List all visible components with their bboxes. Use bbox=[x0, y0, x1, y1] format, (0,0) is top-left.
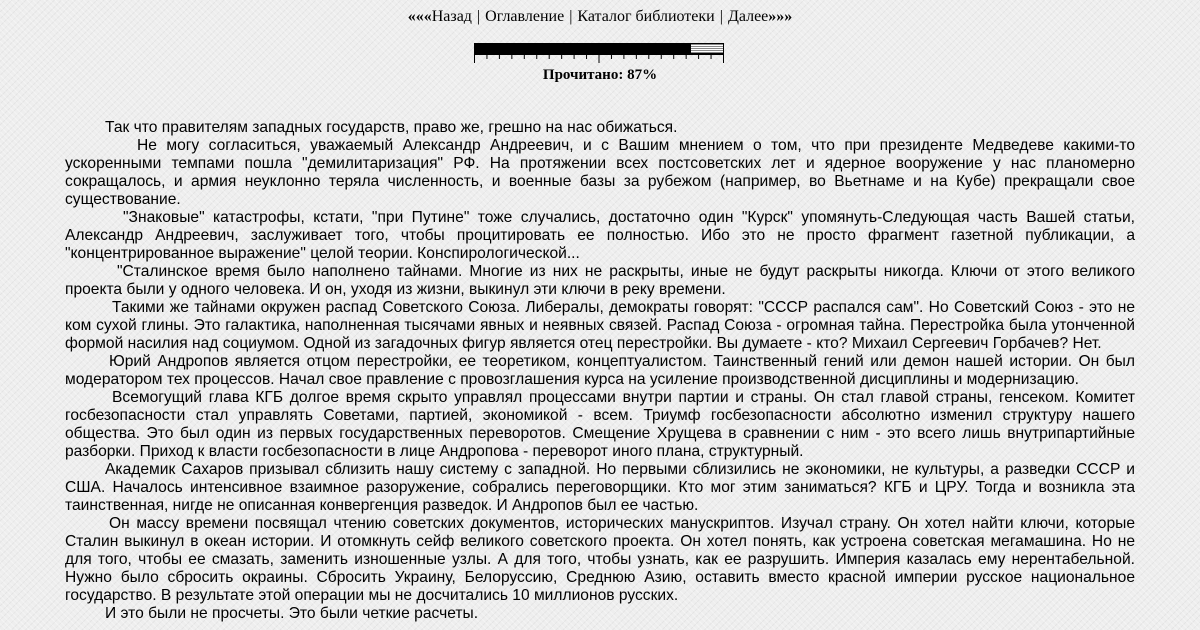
contents-link[interactable]: Оглавление bbox=[485, 8, 565, 25]
navigation-bar bbox=[0, 7, 1200, 27]
catalog-link[interactable]: Каталог библиотеки bbox=[577, 8, 715, 25]
nav-separator: | bbox=[719, 8, 723, 25]
paragraph: Юрий Андропов является отцом перестройки, ее теоретиком, концептуалистом. Таинственный гений или демон нашей истории. Он был модератором тех процессов. Начал свое правление с провозглашения курса на усиление производственной дисциплины и модернизацию. bbox=[65, 353, 1135, 388]
paragraph: Так что правителям западных государств, право же, грешно на нас обижаться. bbox=[105, 119, 678, 136]
paragraph: Академик Сахаров призывал сблизить нашу систему с западной. Но первыми сблизились не экономики, не культуры, а разведки СССР и США. Началось интенсивное взаимное разоружение, собрались переговорщики. Кто мог этим заниматься? КГБ и ЦРУ. Тогда и возникла эта таинственная, нигде не описанная конвергенция разведок. И Андропов был ее частью. bbox=[65, 461, 1135, 514]
paragraph: И это были не просчеты. Это были четкие расчеты. bbox=[105, 605, 479, 622]
open-quotes: ««« bbox=[407, 8, 432, 25]
back-link[interactable]: Назад bbox=[431, 8, 472, 25]
progress-remaining bbox=[691, 44, 723, 53]
paragraph: "Знаковые" катастрофы, кстати, "при Путине" тоже случались, достаточно один "Курск" упомянуть-Следующая часть Вашей статьи, Александр Андреевич, заслуживает того, чтобы процитировать ее полностью. Ибо это не просто фрагмент газетной публикации, а "концентрированное выражение" целой теории. Конспирологической... bbox=[65, 209, 1135, 262]
reading-progress-bar bbox=[474, 43, 724, 54]
paragraph: Такими же тайнами окружен распад Советского Союза. Либералы, демократы говорят: "СССР распался сам". Но Советский Союз - это не ком сухой глины. Это галактика, наполненная тысячами явных и неявных связей. Распад Союза - огромная тайна. Перестройка была утонченной формой насилия над социумом. Одной из загадочных фигур является отец перестройки. Вы думаете - кто? Михаил Сергеевич Горбачев? Нет. bbox=[65, 299, 1135, 352]
paragraph: Всемогущий глава КГБ долгое время скрыто управлял процессами внутри партии и страны. Он стал главой страны, генсеком. Комитет госбезопасности стал управлять Советами, партией, экономикой - всем. Триумф госбезопасности абсолютно изменил структуру нашего общества. Это был один из первых государственных переворотов. Смещение Хрущева в сравнении с ним - это всего лишь внутрипартийные разборки. Приход к власти госбезопасности в лице Андропова - переворот иного плана, структурный. bbox=[65, 389, 1135, 460]
progress-ruler bbox=[474, 54, 724, 63]
paragraph: Не могу согласиться, уважаемый Александр Андреевич, и с Вашим мнением о том, что при президенте Медведеве какими-то ускоренными темпами пошла "демилитаризация" РФ. На протяжении всех постсоветских лет и ядерное вооружение у нас планомерно сокращалось, и армия неуклонно теряла численность, и военные базы за рубежом (например, во Вьетнаме и на Кубе) прекращали свое существование. bbox=[65, 137, 1135, 208]
next-link[interactable]: Далее bbox=[727, 8, 769, 25]
paragraph: "Сталинское время было наполнено тайнами. Многие из них не раскрыты, иные не будут раскрыты никогда. Ключи от этого великого проекта были у одного человека. И он, уходя из жизни, выкинул эти ключи в реку времени. bbox=[65, 263, 1135, 298]
close-quotes: »»» bbox=[768, 8, 793, 25]
progress-label: Прочитано: 87% bbox=[542, 67, 658, 83]
progress-fill bbox=[475, 44, 691, 53]
nav-separator: | bbox=[569, 8, 573, 25]
nav-separator: | bbox=[476, 8, 481, 25]
article-text bbox=[65, 119, 1135, 623]
paragraph: Он массу времени посвящал чтению советских документов, исторических манускриптов. Изучал страну. Он хотел найти ключи, которые Сталин выкинул в океан истории. И отомкнуть сейф великого советского проекта. Он хотел понять, как устроена советская мегамашина. Но не для того, чтобы ее смазать, заменить изношенные узлы. А для того, чтобы узнать, как ее разрушить. Империя казалась ему нерентабельной. Нужно было сбросить окраины. Сбросить Украину, Белоруссию, Среднюю Азию, оставить вместо красной империи русское национальное государство. В результате этой операции мы не досчитались 10 миллионов русских. bbox=[65, 515, 1135, 604]
